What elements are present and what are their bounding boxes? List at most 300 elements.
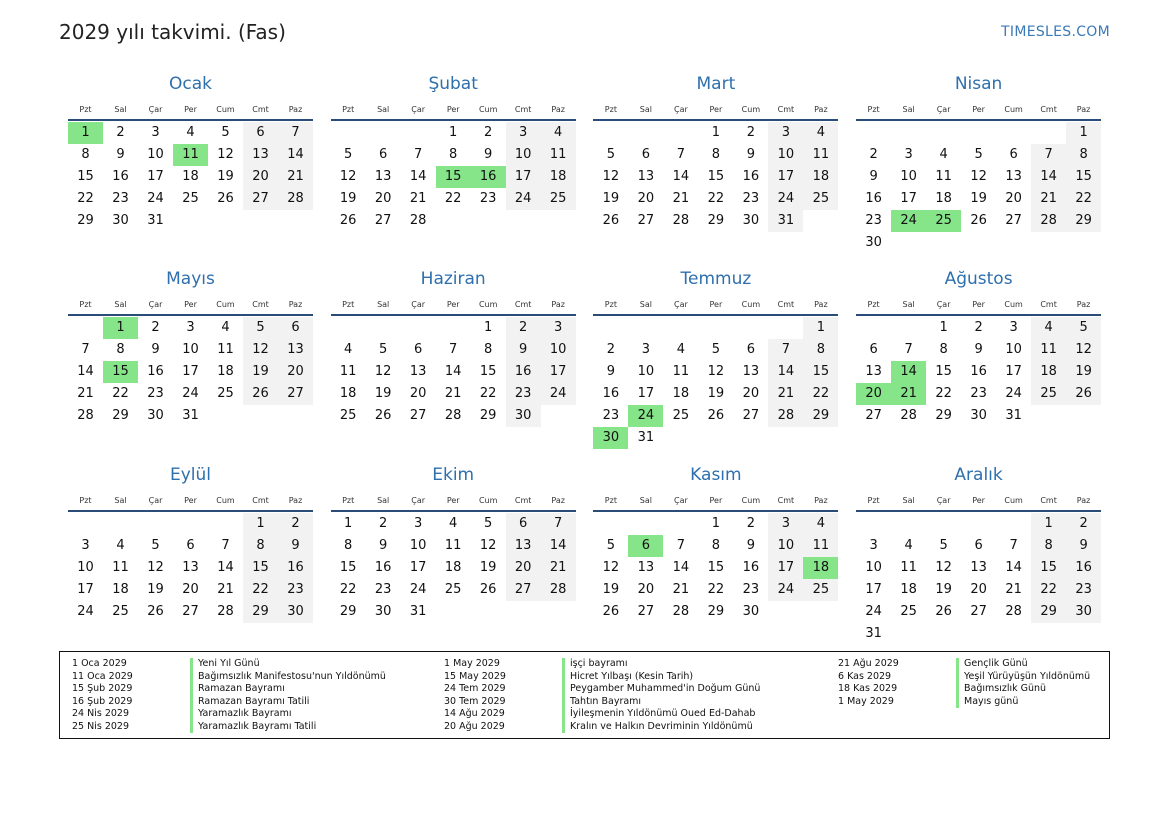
weekday-label: Çar xyxy=(148,300,163,310)
month-block xyxy=(68,465,313,655)
day-cell: 23 xyxy=(112,191,129,206)
day-cell: 31 xyxy=(147,213,164,228)
day-cell: 3 xyxy=(151,125,160,140)
weekday-label: Cmt xyxy=(252,495,269,505)
weekday-label: Çar xyxy=(936,495,951,505)
weekday-label: Cmt xyxy=(252,300,269,310)
day-cell: 24 xyxy=(768,188,803,210)
weekday-label: Per xyxy=(972,495,985,505)
weekday-label: Çar xyxy=(411,495,426,505)
legend-holiday-name: Bağımsızlık Günü xyxy=(956,683,1046,696)
day-cell: 27 xyxy=(182,603,199,619)
day-cell: 21 xyxy=(672,581,690,597)
legend-holiday-name: Yaramazlık Bayramı Tatili xyxy=(190,721,316,734)
day-cell: 26 xyxy=(935,603,952,619)
day-cell: 18 xyxy=(935,191,952,206)
day-cell: 21 xyxy=(1005,581,1022,597)
weekday-label: Sal xyxy=(639,300,652,310)
weekday-label: Cum xyxy=(1004,300,1023,310)
weekday-header xyxy=(331,300,576,312)
weekday-label: Cmt xyxy=(1040,495,1057,505)
day-cell: 9 xyxy=(869,169,878,184)
day-cell: 6 xyxy=(1009,147,1018,162)
day-cell: 9 xyxy=(151,342,160,358)
day-cell: 16 xyxy=(506,361,541,383)
holiday-day-cell: 21 xyxy=(891,383,926,405)
day-cell: 8 xyxy=(484,342,493,358)
weekday-label: Per xyxy=(972,105,985,114)
day-cell: 15 xyxy=(339,559,357,575)
weekday-label: Pzt xyxy=(79,105,92,114)
day-cell: 25 xyxy=(541,188,576,210)
day-cell: 8 xyxy=(711,147,721,162)
weekday-label: Paz xyxy=(288,300,303,310)
days-grid xyxy=(331,121,576,261)
day-cell: 6 xyxy=(869,342,878,358)
day-cell: 24 xyxy=(1005,386,1022,402)
day-cell: 2 xyxy=(116,125,125,140)
day-cell: 5 xyxy=(344,147,353,162)
day-cell: 24 xyxy=(77,603,94,619)
holiday-day-cell: 24 xyxy=(891,210,926,232)
day-cell: 4 xyxy=(344,342,353,358)
day-cell: 29 xyxy=(112,408,129,424)
day-cell: 7 xyxy=(676,537,686,553)
day-cell: 12 xyxy=(147,559,164,575)
weekday-label: Çar xyxy=(148,495,163,505)
day-cell: 26 xyxy=(374,408,392,424)
weekday-header xyxy=(593,105,838,117)
legend-date: 24 Tem 2029 xyxy=(444,683,506,694)
weekday-label: Per xyxy=(709,495,723,505)
day-cell: 7 xyxy=(1031,144,1066,166)
day-cell: 1 xyxy=(711,515,721,531)
legend-row xyxy=(70,721,386,734)
day-cell: 14 xyxy=(672,559,690,575)
weekday-label: Per xyxy=(446,300,460,310)
legend-holiday-name: Tahtın Bayramı xyxy=(562,696,641,709)
day-cell: 10 xyxy=(541,339,576,361)
day-cell: 15 xyxy=(707,169,725,184)
day-cell: 28 xyxy=(541,579,576,601)
day-cell: 10 xyxy=(900,169,917,184)
day-cell: 28 xyxy=(768,405,803,427)
weekday-label: Çar xyxy=(148,105,163,114)
weekday-label: Sal xyxy=(377,495,390,505)
weekday-label: Çar xyxy=(674,105,688,114)
day-cell: 21 xyxy=(672,191,690,206)
day-cell: 22 xyxy=(803,383,838,405)
holiday-day-cell: 6 xyxy=(628,535,663,557)
day-cell: 26 xyxy=(602,213,620,228)
days-grid xyxy=(68,316,313,456)
weekday-label: Cum xyxy=(741,495,761,505)
weekday-label: Cmt xyxy=(252,105,269,114)
day-cell: 7 xyxy=(81,342,90,358)
day-cell: 6 xyxy=(186,537,195,553)
weekday-header xyxy=(68,300,313,312)
day-cell: 3 xyxy=(641,342,651,358)
day-cell: 19 xyxy=(217,169,234,184)
day-cell: 5 xyxy=(606,147,616,162)
day-cell: 4 xyxy=(541,122,576,144)
day-cell: 2 xyxy=(869,147,878,162)
day-cell: 29 xyxy=(77,213,94,228)
weekday-label: Sal xyxy=(902,495,915,505)
day-cell: 14 xyxy=(1031,166,1066,188)
day-cell: 13 xyxy=(409,364,427,380)
day-cell: 23 xyxy=(374,581,392,597)
day-cell: 2 xyxy=(1066,513,1101,535)
weekday-label: Paz xyxy=(288,105,303,114)
legend-row xyxy=(836,696,1090,709)
weekday-label: Pzt xyxy=(604,105,617,114)
day-cell: 28 xyxy=(672,603,690,619)
legend-date: 1 May 2029 xyxy=(838,695,894,707)
day-cell: 23 xyxy=(742,581,760,597)
day-cell: 29 xyxy=(339,603,357,619)
day-cell: 30 xyxy=(742,213,760,228)
weekday-header xyxy=(331,105,576,117)
day-cell: 18 xyxy=(803,166,838,188)
weekday-label: Cum xyxy=(216,300,235,310)
month-name: Ocak xyxy=(169,74,212,94)
day-cell: 10 xyxy=(506,144,541,166)
day-cell: 14 xyxy=(1005,559,1022,575)
weekday-label: Cum xyxy=(478,105,498,114)
day-cell: 1 xyxy=(939,320,948,336)
day-cell: 6 xyxy=(379,147,388,162)
day-cell: 20 xyxy=(1005,191,1022,206)
day-cell: 28 xyxy=(444,408,462,424)
day-cell: 17 xyxy=(147,169,164,184)
day-cell: 10 xyxy=(409,537,427,553)
day-cell: 22 xyxy=(339,581,357,597)
day-cell: 22 xyxy=(1066,188,1101,210)
day-cell: 9 xyxy=(746,147,756,162)
day-cell: 5 xyxy=(974,147,983,162)
weekday-header xyxy=(593,300,838,312)
legend-holiday-name: Ramazan Bayramı Tatili xyxy=(190,696,309,709)
days-grid xyxy=(593,121,838,261)
day-cell: 6 xyxy=(506,513,541,535)
day-cell: 18 xyxy=(444,559,462,575)
weekday-label: Sal xyxy=(377,105,390,114)
day-cell: 25 xyxy=(182,191,199,206)
month-name: Kasım xyxy=(690,464,742,485)
legend-date: 30 Tem 2029 xyxy=(444,695,506,707)
weekday-label: Cmt xyxy=(514,300,532,310)
month-block xyxy=(856,269,1101,459)
day-cell: 24 xyxy=(182,386,199,402)
weekday-label: Cum xyxy=(216,105,235,114)
legend-column xyxy=(70,658,386,733)
day-cell: 12 xyxy=(479,537,497,553)
weekday-header xyxy=(856,496,1101,508)
day-cell: 12 xyxy=(707,364,725,380)
day-cell: 22 xyxy=(243,579,278,601)
weekday-header xyxy=(856,300,1101,312)
day-cell: 3 xyxy=(81,537,90,553)
day-cell: 10 xyxy=(147,147,164,162)
day-cell: 13 xyxy=(506,535,541,557)
day-cell: 2 xyxy=(746,515,756,531)
weekday-header xyxy=(331,496,576,508)
day-cell: 19 xyxy=(935,581,952,597)
day-cell: 19 xyxy=(479,559,497,575)
day-cell: 23 xyxy=(147,386,164,402)
day-cell: 18 xyxy=(182,169,199,184)
day-cell: 17 xyxy=(77,581,94,597)
day-cell: 2 xyxy=(484,125,493,140)
day-cell: 2 xyxy=(746,125,756,140)
day-cell: 16 xyxy=(970,364,987,380)
day-cell: 11 xyxy=(935,169,952,184)
day-cell: 21 xyxy=(217,581,234,597)
weekday-label: Çar xyxy=(674,300,688,310)
weekday-label: Cum xyxy=(478,300,498,310)
day-cell: 30 xyxy=(147,408,164,424)
month-block xyxy=(68,269,313,459)
day-cell: 16 xyxy=(1066,557,1101,579)
day-cell: 15 xyxy=(803,361,838,383)
weekday-label: Cum xyxy=(1004,105,1023,114)
day-cell: 23 xyxy=(742,191,760,206)
day-cell: 31 xyxy=(865,625,882,641)
month-block xyxy=(331,269,576,459)
legend-holiday-name: Mayıs günü xyxy=(956,696,1018,709)
day-cell: 29 xyxy=(707,213,725,228)
day-cell: 6 xyxy=(746,342,756,358)
day-cell: 8 xyxy=(939,342,948,358)
day-cell: 15 xyxy=(707,559,725,575)
weekday-label: Paz xyxy=(1076,105,1091,114)
day-cell: 18 xyxy=(1031,361,1066,383)
day-cell: 5 xyxy=(379,342,388,358)
day-cell: 24 xyxy=(541,383,576,405)
day-cell: 11 xyxy=(112,559,129,575)
day-cell: 29 xyxy=(707,603,725,619)
day-cell: 29 xyxy=(1031,601,1066,623)
weekday-label: Paz xyxy=(288,495,303,505)
day-cell: 11 xyxy=(444,537,462,553)
legend-date: 6 Kas 2029 xyxy=(838,670,892,682)
weekday-label: Paz xyxy=(1076,300,1091,310)
day-cell: 15 xyxy=(243,557,278,579)
day-cell: 12 xyxy=(217,147,234,162)
day-cell: 7 xyxy=(449,342,458,358)
weekday-label: Çar xyxy=(411,300,426,310)
weekday-label: Pzt xyxy=(342,105,355,114)
day-cell: 17 xyxy=(865,581,882,597)
weekday-label: Pzt xyxy=(604,300,617,310)
day-cell: 4 xyxy=(116,537,125,553)
day-cell: 22 xyxy=(77,191,94,206)
day-cell: 24 xyxy=(768,579,803,601)
day-cell: 8 xyxy=(116,342,125,358)
day-cell: 8 xyxy=(449,147,458,162)
day-cell: 12 xyxy=(970,169,987,184)
day-cell: 18 xyxy=(541,166,576,188)
weekday-label: Per xyxy=(446,495,460,505)
day-cell: 10 xyxy=(1005,342,1022,358)
day-cell: 11 xyxy=(339,364,357,380)
legend-date: 1 May 2029 xyxy=(444,658,500,669)
weekday-header xyxy=(856,105,1101,117)
day-cell: 28 xyxy=(672,213,690,228)
day-cell: 22 xyxy=(935,386,952,402)
legend-row xyxy=(836,671,1090,684)
day-cell: 24 xyxy=(409,581,427,597)
day-cell: 13 xyxy=(182,559,199,575)
day-cell: 20 xyxy=(506,557,541,579)
day-cell: 27 xyxy=(374,213,392,228)
days-grid xyxy=(331,512,576,652)
month-block xyxy=(331,465,576,655)
day-cell: 27 xyxy=(1005,213,1022,228)
day-cell: 14 xyxy=(278,144,313,166)
day-cell: 13 xyxy=(278,339,313,361)
day-cell: 30 xyxy=(1066,601,1101,623)
legend-row xyxy=(70,658,386,671)
weekday-label: Cmt xyxy=(777,495,795,505)
day-cell: 27 xyxy=(970,603,987,619)
holiday-day-cell: 1 xyxy=(103,317,138,339)
day-cell: 10 xyxy=(865,559,882,575)
month-block xyxy=(856,465,1101,655)
day-cell: 3 xyxy=(1009,320,1018,336)
day-cell: 24 xyxy=(506,188,541,210)
weekday-label: Çar xyxy=(674,495,688,505)
legend-holiday-name: Hicret Yılbaşı (Kesin Tarih) xyxy=(562,671,693,684)
day-cell: 20 xyxy=(637,191,655,206)
day-cell: 17 xyxy=(506,166,541,188)
day-cell: 1 xyxy=(711,125,721,140)
legend-date: 16 Şub 2029 xyxy=(72,695,133,707)
legend-row xyxy=(442,658,760,671)
day-cell: 8 xyxy=(81,147,90,162)
day-cell: 25 xyxy=(112,603,129,619)
day-cell: 28 xyxy=(217,603,234,619)
legend-row xyxy=(442,671,760,684)
holiday-day-cell: 25 xyxy=(926,210,961,232)
days-grid xyxy=(856,121,1101,261)
weekday-label: Cmt xyxy=(777,300,795,310)
day-cell: 1 xyxy=(1066,122,1101,144)
day-cell: 4 xyxy=(939,147,948,162)
weekday-label: Sal xyxy=(114,495,127,505)
day-cell: 14 xyxy=(409,169,427,184)
day-cell: 30 xyxy=(742,603,760,619)
day-cell: 17 xyxy=(768,557,803,579)
day-cell: 1 xyxy=(484,320,493,336)
day-cell: 15 xyxy=(1066,166,1101,188)
legend-row xyxy=(70,708,386,721)
day-cell: 26 xyxy=(217,191,234,206)
day-cell: 13 xyxy=(1005,169,1022,184)
day-cell: 9 xyxy=(506,339,541,361)
weekday-label: Pzt xyxy=(79,300,92,310)
day-cell: 20 xyxy=(243,166,278,188)
brand-link[interactable]: TIMESLES.COM xyxy=(1001,24,1110,40)
day-cell: 5 xyxy=(939,537,948,553)
day-cell: 22 xyxy=(444,191,462,206)
holiday-day-cell: 1 xyxy=(68,122,103,144)
day-cell: 11 xyxy=(217,342,234,358)
legend-date: 25 Nis 2029 xyxy=(72,720,129,732)
day-cell: 7 xyxy=(768,339,803,361)
day-cell: 5 xyxy=(1066,317,1101,339)
month-block xyxy=(593,269,838,459)
day-cell: 17 xyxy=(182,364,199,380)
legend-holiday-name: Yeşil Yürüyüşün Yıldönümü xyxy=(956,671,1090,684)
day-cell: 17 xyxy=(637,386,655,402)
day-cell: 16 xyxy=(374,559,392,575)
weekday-label: Per xyxy=(184,495,197,505)
day-cell: 27 xyxy=(506,579,541,601)
legend-row xyxy=(836,683,1090,696)
day-cell: 17 xyxy=(1005,364,1022,380)
days-grid xyxy=(856,316,1101,456)
weekday-label: Cum xyxy=(1004,495,1023,505)
weekday-header xyxy=(68,105,313,117)
day-cell: 25 xyxy=(444,581,462,597)
weekday-label: Paz xyxy=(814,300,828,310)
day-cell: 19 xyxy=(243,361,278,383)
day-cell: 4 xyxy=(1031,317,1066,339)
day-cell: 21 xyxy=(768,383,803,405)
day-cell: 3 xyxy=(541,317,576,339)
day-cell: 16 xyxy=(865,191,882,206)
weekday-label: Sal xyxy=(639,495,652,505)
day-cell: 4 xyxy=(803,513,838,535)
day-cell: 2 xyxy=(278,513,313,535)
day-cell: 19 xyxy=(147,581,164,597)
day-cell: 5 xyxy=(243,317,278,339)
day-cell: 3 xyxy=(869,537,878,553)
month-name: Ekim xyxy=(432,464,475,485)
day-cell: 23 xyxy=(865,213,882,228)
day-cell: 13 xyxy=(374,169,392,184)
weekday-header xyxy=(593,496,838,508)
day-cell: 25 xyxy=(672,408,690,424)
day-cell: 24 xyxy=(865,603,882,619)
day-cell: 12 xyxy=(602,169,620,184)
day-cell: 20 xyxy=(970,581,987,597)
month-block xyxy=(331,74,576,264)
day-cell: 9 xyxy=(1066,535,1101,557)
day-cell: 15 xyxy=(77,169,94,184)
weekday-label: Cmt xyxy=(1040,105,1057,114)
weekday-label: Pzt xyxy=(867,495,880,505)
legend-row xyxy=(70,696,386,709)
day-cell: 20 xyxy=(182,581,199,597)
day-cell: 22 xyxy=(707,581,725,597)
day-cell: 18 xyxy=(900,581,917,597)
days-grid xyxy=(856,512,1101,652)
day-cell: 27 xyxy=(865,408,882,424)
day-cell: 30 xyxy=(112,213,129,228)
day-cell: 21 xyxy=(444,386,462,402)
day-cell: 27 xyxy=(278,383,313,405)
day-cell: 4 xyxy=(676,342,686,358)
weekday-label: Sal xyxy=(114,300,127,310)
day-cell: 27 xyxy=(637,603,655,619)
day-cell: 30 xyxy=(865,235,882,250)
legend-date: 20 Ağu 2029 xyxy=(444,720,505,732)
weekday-label: Paz xyxy=(551,495,565,505)
day-cell: 19 xyxy=(602,191,620,206)
